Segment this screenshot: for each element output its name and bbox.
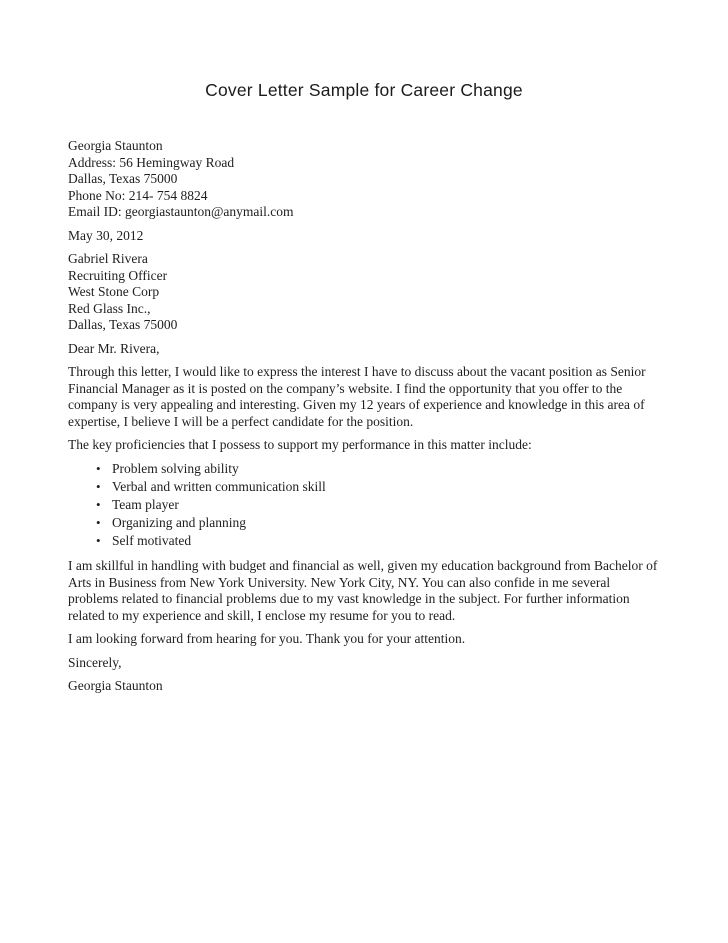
paragraph-thanks: I am looking forward from hearing for you. Thank you for your attention. xyxy=(68,631,466,646)
recipient-name: Gabriel Rivera xyxy=(68,251,148,266)
list-item: • Verbal and written communication skill xyxy=(112,479,662,496)
closing-block xyxy=(68,655,662,695)
list-item: • Self motivated xyxy=(112,533,662,550)
list-item: • Organizing and planning xyxy=(112,515,662,532)
sender-address-block xyxy=(68,138,662,221)
recipient-title: Recruiting Officer xyxy=(68,267,168,283)
recipient-company: West Stone Corp xyxy=(68,284,160,299)
recipient-address-block xyxy=(68,251,662,334)
letter-body xyxy=(0,101,728,695)
list-item: • Team player xyxy=(112,497,662,514)
sender-email: Email ID: georgiastaunton@anymail.com xyxy=(68,204,294,219)
sender-phone: Phone No: 214- 754 8824 xyxy=(68,187,208,203)
recipient-company-2: Red Glass Inc., xyxy=(68,300,151,316)
signature-name: Georgia Staunton xyxy=(68,678,163,693)
sender-city: Dallas, Texas 75000 xyxy=(68,171,178,186)
sender-name: Georgia Staunton xyxy=(68,138,163,153)
paragraph-list-lead-in: The key proficiencies that I possess to support my performance in this matter include: xyxy=(68,437,532,452)
sender-address: Address: 56 Hemingway Road xyxy=(68,154,235,170)
paragraph-intro: Through this letter, I would like to express the interest I have to discuss about the vacant position as Senior Financial Manager as it is posted on the company’s website. I find the opportunity that you offer to the company is very appealing and interesting. Given my 12 years of experience and knowledge in this area of expertise, I believe I will be a perfect candidate for the position. xyxy=(68,364,646,429)
document-title: Cover Letter Sample for Career Change xyxy=(205,80,523,100)
recipient-city: Dallas, Texas 75000 xyxy=(68,317,178,332)
list-item: • Problem solving ability xyxy=(112,461,662,478)
proficiency-list xyxy=(68,461,662,550)
salutation: Dear Mr. Rivera, xyxy=(68,340,160,356)
paragraph-skills: I am skillful in handling with budget and financial as well, given my education background from Bachelor of Arts in Business from New York University. New York City, NY. You can also confide in me several problems related to financial problems due to my vast knowledge in the subject. For further information related to my experience and skill, I enclose my resume for you to read. xyxy=(68,558,658,623)
valediction: Sincerely, xyxy=(68,654,122,670)
letter-date: May 30, 2012 xyxy=(68,227,144,243)
